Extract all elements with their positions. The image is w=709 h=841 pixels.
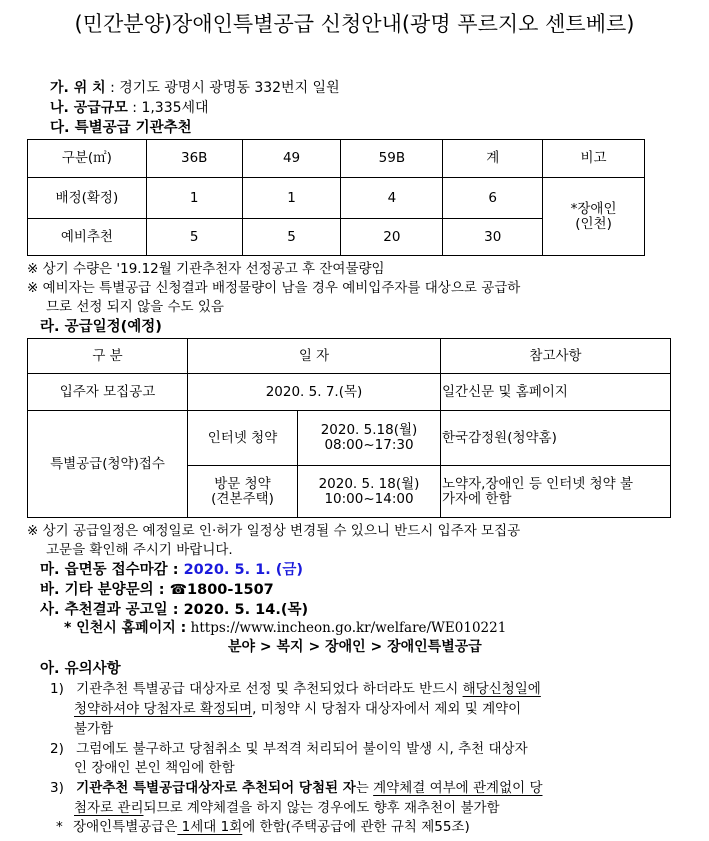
caution-item-3-line2 [74,796,500,816]
date-line: 2020. 5. 18(월) [318,475,420,492]
row-label: 배정(확정) [28,178,147,219]
caution-underline: 해당신청일에 [462,681,541,697]
header-cell: 비고 [543,140,645,178]
header-cell: 구분(㎡) [28,140,147,178]
incheon-homepage-line [64,617,506,637]
header-cell: 계 [443,140,543,178]
note-line: 가자에 한함 [442,490,512,507]
incheon-url-link[interactable]: https://www.incheon.go.kr/welfare/WE010221 [190,620,507,636]
cell: 30 [443,219,543,256]
inquiry-line [40,578,274,599]
caution-text: 기관추천 특별공급 대상자로 선정 및 추천되었다 하더라도 반드시 [76,681,463,697]
remark-line2: (인천) [575,215,612,232]
announcement-label: 사. 추천결과 공고일 : [40,602,179,618]
caution-item-2-line1 [50,737,528,757]
incheon-label: * 인천시 홈페이지 : [64,620,187,636]
cell: 5 [242,219,341,256]
time-line: 08:00~17:30 [324,437,414,453]
header-cell: 36B [146,140,242,178]
header-cell: 참고사항 [441,339,671,374]
method-cell: 인터넷 청약 [188,411,298,466]
caution-item-1-line3: 불가함 [74,721,114,737]
row-label: 예비추천 [28,219,147,256]
caution-footnote [56,815,470,835]
inquiry-phone: 1800-1507 [187,582,274,598]
incheon-menu-path: 분야 > 복지 > 장애인 > 장애인특별공급 [228,639,482,655]
table-row [28,411,671,466]
caution-text: 되므로 계약체결을 하지 않는 경우에도 향후 재추천이 불가함 [143,800,500,816]
caution-underline: 계약체결 여부에 관계없이 당 [373,780,543,796]
note-cell [441,466,671,518]
schedule-header-row [28,339,671,374]
caution-text: 는 [355,780,374,796]
note-schedule-line1: ※ 상기 공급일정은 예정일로 인·허가 일정상 변경될 수 있으니 반드시 입주자 모집공 [27,523,521,539]
section-schedule-heading: 라. 공급일정(예정) [40,319,162,335]
caution-underline: 청약하셔야 당첨자로 확정되며 [74,701,253,717]
method-cell [188,466,298,518]
header-cell: 구 분 [28,339,188,374]
supply-scale-value: 1,335세대 [141,100,209,116]
cell: 5 [146,219,242,256]
date-cell [298,411,441,466]
supply-scale-label: 나. 공급규모 [50,100,128,116]
caution-underline: 1세대 1회 [177,819,243,835]
page-title: (민간분양)장애인특별공급 신청안내(광명 푸르지오 센트베르) [74,12,635,36]
deadline-value: 2020. 5. 1. (금) [183,562,304,578]
cell: 1 [146,178,242,219]
cell: 20 [341,219,443,256]
note-cell: 한국감정원(청약홈) [441,411,671,466]
note-line: 노약자,장애인 등 인터넷 청약 불 [442,475,633,492]
note-reserve-line1: ※ 예비자는 특별공급 신청결과 배정물량이 남을 경우 예비입주자를 대상으로 공급하 [27,280,521,296]
allocation-header-row [28,140,645,178]
remark-cell [543,178,645,256]
caution-text: , 미청약 시 당첨자 대상자에서 제외 및 계약이 [252,701,522,717]
note-schedule-line2: 고문을 확인해 주시기 바랍니다. [46,542,233,558]
method-line: (견본주택) [211,490,274,507]
caution-text: 에 한함(주택공급에 관한 규칙 제55조) [242,819,470,835]
category-cell: 입주자 모집공고 [28,374,188,411]
cell: 6 [443,178,543,219]
header-cell: 59B [341,140,443,178]
category-cell: 특별공급(청약)접수 [28,411,188,518]
note-remaining-qty: ※ 상기 수량은 '19.12월 기관추천자 선정공고 후 잔여물량임 [27,261,385,277]
caution-item-3-line1 [50,776,543,796]
cell: 4 [341,178,443,219]
item-number: 3) [50,780,64,796]
phone-icon: ☎ [169,582,188,598]
caution-item-2-line2: 인 장애인 본인 책임에 한함 [74,760,235,776]
location-line [50,77,340,97]
caution-item-1-line2 [74,697,521,717]
supply-scale-line [50,97,209,117]
caution-item-1-line1 [50,677,541,697]
section-cautions-heading: 아. 유의사항 [40,661,121,677]
method-line: 방문 청약 [214,475,271,492]
note-reserve-line2: 므로 선정 되지 않을 수도 있음 [46,299,224,315]
location-value: 경기도 광명시 광명동 332번지 일원 [119,80,340,96]
caution-text: 그럼에도 불구하고 당첨취소 및 부적격 처리되어 불이익 발생 시, 추천 대상자 [76,741,528,757]
date-cell: 2020. 5. 7.(목) [188,374,441,411]
item-number: 1) [50,681,64,697]
caution-text: 장애인특별공급은 [73,819,178,835]
announcement-value: 2020. 5. 14.(목) [183,602,309,618]
caution-underline: 첨자로 관리 [74,800,144,816]
announcement-line [40,598,308,619]
allocation-table [27,139,645,256]
date-line: 2020. 5.18(월) [320,422,418,438]
caution-bold: 기관추천 특별공급대상자로 추천되어 당첨된 자 [76,780,356,796]
table-row [28,178,645,219]
header-cell: 일 자 [188,339,441,374]
remark-line1: *장애인 [570,200,617,217]
supply-scale-sep: : [132,100,137,116]
item-number: 2) [50,741,64,757]
note-cell: 일간신문 및 홈페이지 [441,374,671,411]
section-special-supply-heading: 다. 특별공급 기관추천 [50,120,192,136]
time-line: 10:00~14:00 [324,490,414,507]
deadline-line [40,558,303,579]
location-sep: : [110,80,115,96]
footnote-star: * [56,819,63,835]
deadline-label: 마. 읍면동 접수마감 : [40,562,179,578]
table-row [28,374,671,411]
cell: 1 [242,178,341,219]
inquiry-label: 바. 기타 분양문의 : [40,582,165,598]
location-label: 가. 위 치 [50,80,106,96]
header-cell: 49 [242,140,341,178]
date-cell [298,466,441,518]
schedule-table [27,338,671,518]
